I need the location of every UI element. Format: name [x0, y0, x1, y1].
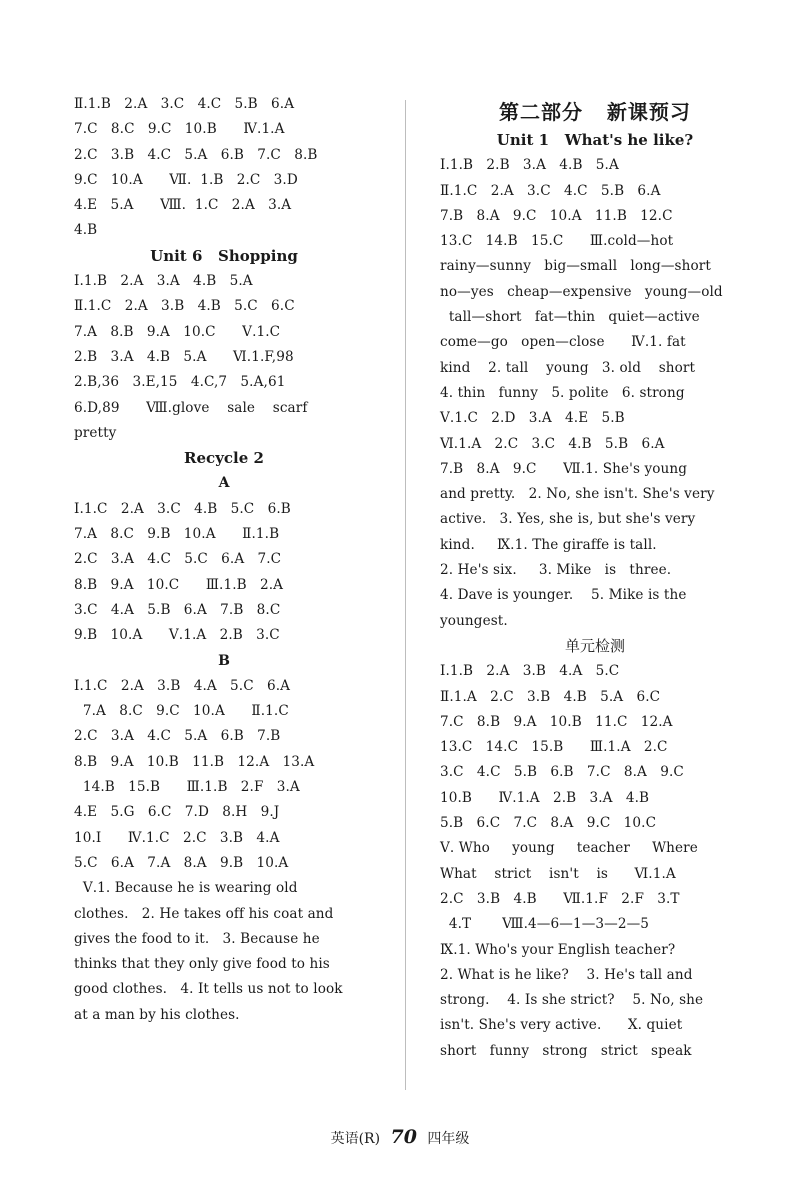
- answer-line: 13.C 14.B 15.C Ⅲ.cold—hot: [440, 233, 674, 250]
- answer-line: 13.C 14.C 15.B Ⅲ.1.A 2.C: [440, 739, 668, 756]
- answer-line: active. 3. Yes, she is, but she's very: [440, 511, 696, 528]
- answer-line: Ⅸ.1. Who's your English teacher?: [440, 941, 676, 958]
- answer-line: Ⅰ.1.B 2.B 3.A 4.B 5.A: [440, 157, 619, 174]
- answer-line: Ⅰ.1.C 2.A 3.B 4.A 5.C 6.A: [74, 677, 291, 694]
- answer-line: 7.B 8.A 9.C 10.A 11.B 12.C: [440, 207, 673, 224]
- answer-line: Ⅱ.1.C 2.A 3.B 4.B 5.C 6.C: [74, 298, 295, 315]
- answer-line: 7.A 8.C 9.C 10.A Ⅱ.1.C: [74, 703, 289, 720]
- page-footer: [0, 1126, 800, 1148]
- answer-line: 6.D,89 Ⅷ.glove sale scarf: [74, 399, 308, 416]
- answer-line: isn't. She's very active. Ⅹ. quiet: [440, 1017, 683, 1034]
- answer-line: 4. thin funny 5. polite 6. strong: [440, 384, 685, 401]
- answer-line: good clothes. 4. It tells us not to look: [74, 981, 343, 998]
- answer-line: 3.C 4.A 5.B 6.A 7.B 8.C: [74, 601, 281, 618]
- answer-line: 2.C 3.B 4.C 5.A 6.B 7.C 8.B: [74, 146, 318, 163]
- answer-line: 7.A 8.C 9.B 10.A Ⅱ.1.B: [74, 526, 280, 543]
- answer-line: 8.B 9.A 10.B 11.B 12.A 13.A: [74, 753, 315, 770]
- answer-line: come—go open—close Ⅳ.1. fat: [440, 334, 686, 351]
- answer-line: 7.A 8.B 9.A 10.C Ⅴ.1.C: [74, 323, 281, 340]
- answer-line: What strict isn't is Ⅵ.1.A: [440, 865, 676, 882]
- answer-line: Ⅴ.1.C 2.D 3.A 4.E 5.B: [440, 410, 625, 427]
- answer-line: 7.C 8.B 9.A 10.B 11.C 12.A: [440, 713, 673, 730]
- answer-line: 2. What is he like? 3. He's tall and: [440, 966, 693, 983]
- answer-line: 2.C 3.A 4.C 5.C 6.A 7.C: [74, 551, 282, 568]
- answer-line: Ⅰ.1.B 2.A 3.B 4.A 5.C: [440, 663, 620, 680]
- answer-line: 3.C 4.C 5.B 6.B 7.C 8.A 9.C: [440, 764, 684, 781]
- answer-line: 7.C 8.C 9.C 10.B Ⅳ.1.A: [74, 121, 285, 138]
- page-number: 70: [390, 1126, 417, 1148]
- answer-line: kind. Ⅸ.1. The giraffe is tall.: [440, 536, 657, 553]
- answer-line: 5.B 6.C 7.C 8.A 9.C 10.C: [440, 815, 657, 832]
- answer-line: clothes. 2. He takes off his coat and: [74, 905, 334, 922]
- answer-line: no—yes cheap—expensive young—old: [440, 283, 723, 300]
- answer-line: at a man by his clothes.: [74, 1006, 240, 1023]
- answer-line: 9.C 10.A Ⅶ. 1.B 2.C 3.D: [74, 171, 298, 188]
- answer-line: Ⅰ.1.B 2.A 3.A 4.B 5.A: [74, 273, 253, 290]
- answer-line: Ⅴ.1. Because he is wearing old: [74, 880, 298, 897]
- section-heading: Unit 6 Shopping: [150, 246, 298, 265]
- answer-line: 2.C 3.A 4.C 5.A 6.B 7.B: [74, 728, 281, 745]
- left-column: [74, 92, 374, 1028]
- answer-line: Ⅰ.1.C 2.A 3.C 4.B 5.C 6.B: [74, 500, 291, 517]
- answer-line: Ⅱ.1.A 2.C 3.B 4.B 5.A 6.C: [440, 688, 661, 705]
- answer-line: youngest.: [440, 612, 508, 629]
- answer-line: pretty: [74, 424, 117, 441]
- answer-line: 4.B: [74, 222, 98, 239]
- column-divider: [405, 100, 406, 1090]
- section-heading: 第二部分 新课预习: [499, 100, 691, 124]
- section-heading: A: [218, 475, 230, 492]
- answer-line: 2. He's six. 3. Mike is three.: [440, 562, 672, 579]
- answer-line: 2.B,36 3.E,15 4.C,7 5.A,61: [74, 374, 286, 391]
- answer-line: Ⅴ. Who young teacher Where: [440, 840, 698, 857]
- answer-line: 7.B 8.A 9.C Ⅶ.1. She's young: [440, 460, 688, 477]
- answer-line: and pretty. 2. No, she isn't. She's very: [440, 486, 715, 503]
- answer-line: 14.B 15.B Ⅲ.1.B 2.F 3.A: [74, 779, 300, 796]
- footer-grade: 四年级: [427, 1131, 470, 1147]
- answer-line: rainy—sunny big—small long—short: [440, 258, 711, 275]
- answer-line: 4. Dave is younger. 5. Mike is the: [440, 587, 687, 604]
- answer-line: thinks that they only give food to his: [74, 956, 330, 973]
- answer-line: tall—short fat—thin quiet—active: [440, 309, 700, 326]
- answer-line: 10.B Ⅳ.1.A 2.B 3.A 4.B: [440, 789, 650, 806]
- answer-line: Ⅵ.1.A 2.C 3.C 4.B 5.B 6.A: [440, 435, 665, 452]
- section-heading: 单元检测: [564, 636, 625, 655]
- answer-line: 4.T Ⅷ.4—6—1—3—2—5: [440, 916, 650, 933]
- answer-line: 4.E 5.A Ⅷ. 1.C 2.A 3.A: [74, 197, 292, 214]
- answer-line: gives the food to it. 3. Because he: [74, 930, 320, 947]
- answer-line: short funny strong strict speak: [440, 1042, 692, 1059]
- answer-line: 8.B 9.A 10.C Ⅲ.1.B 2.A: [74, 576, 284, 593]
- footer-subject: 英语(R): [330, 1131, 381, 1147]
- section-heading: B: [218, 652, 230, 669]
- section-heading: Recycle 2: [184, 449, 264, 468]
- answer-line: 4.E 5.G 6.C 7.D 8.H 9.J: [74, 804, 280, 821]
- answer-line: 5.C 6.A 7.A 8.A 9.B 10.A: [74, 854, 289, 871]
- section-heading: Unit 1 What's he like?: [496, 131, 694, 149]
- answer-line: 10.I Ⅳ.1.C 2.C 3.B 4.A: [74, 829, 280, 846]
- answer-line: strong. 4. Is she strict? 5. No, she: [440, 992, 704, 1009]
- answer-line: kind 2. tall young 3. old short: [440, 359, 696, 376]
- answer-line: Ⅱ.1.C 2.A 3.C 4.C 5.B 6.A: [440, 182, 661, 199]
- right-column: [440, 92, 750, 1064]
- answer-line: 2.C 3.B 4.B Ⅶ.1.F 2.F 3.T: [440, 890, 680, 907]
- answer-line: 2.B 3.A 4.B 5.A Ⅵ.1.F,98: [74, 348, 294, 365]
- answer-line: 9.B 10.A Ⅴ.1.A 2.B 3.C: [74, 627, 280, 644]
- answer-line: Ⅱ.1.B 2.A 3.C 4.C 5.B 6.A: [74, 96, 295, 112]
